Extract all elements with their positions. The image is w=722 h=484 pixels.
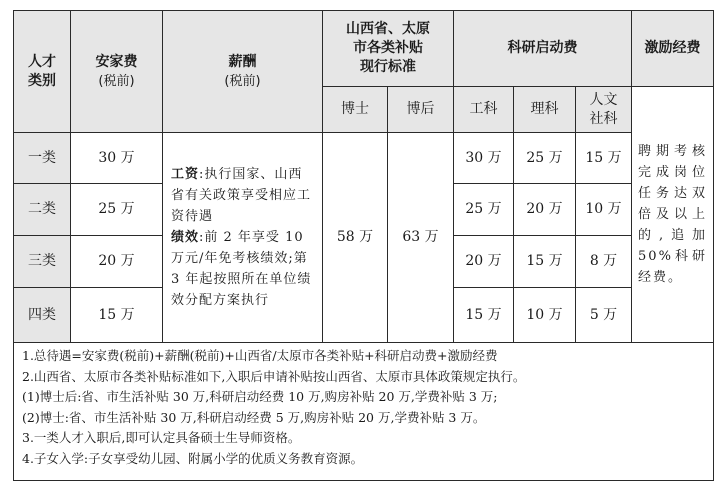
row-category: 三类 bbox=[14, 236, 71, 288]
header-subsidy: 山西省、太原 市各类补贴 现行标准 bbox=[323, 11, 454, 87]
header-sci: 理科 bbox=[514, 87, 576, 133]
incentive-text: 聘期考核完成岗位任务达双倍及以上的,追加50%科研经费。 bbox=[632, 87, 714, 343]
row-settle: 15 万 bbox=[71, 288, 163, 343]
row-sci: 25 万 bbox=[514, 133, 576, 184]
row-category: 二类 bbox=[14, 184, 71, 236]
row-eng: 20 万 bbox=[454, 236, 514, 288]
row-eng: 15 万 bbox=[454, 288, 514, 343]
header-salary: 薪酬 (税前) bbox=[163, 11, 323, 133]
perf-text: :前 2 年享受 10 万元/年免考核绩效;第 3 年起按照所在单位绩效分配方案执行 bbox=[171, 230, 312, 308]
header-research: 科研启动费 bbox=[454, 11, 632, 87]
row-sci: 10 万 bbox=[514, 288, 576, 343]
row-eng: 25 万 bbox=[454, 184, 514, 236]
talent-benefits-table bbox=[13, 10, 714, 481]
note-item: 2.山西省、太原市各类补贴标准如下,入职后申请补贴按山西省、太原市具体政策规定执行。 bbox=[22, 368, 526, 384]
row-sci: 20 万 bbox=[514, 184, 576, 236]
perf-label: 绩效 bbox=[171, 230, 200, 245]
header-phd: 博士 bbox=[323, 87, 388, 133]
note-item: (1)博士后:省、市生活补贴 30 万,科研启动经费 10 万,购房补贴 20 万,学费补贴 3 万; bbox=[22, 389, 498, 404]
row-category: 四类 bbox=[14, 288, 71, 343]
row-hum: 15 万 bbox=[576, 133, 632, 184]
wage-label: 工资 bbox=[171, 167, 200, 182]
note-item: 3.一类人才入职后,即可认定具备硕士生导师资格。 bbox=[22, 430, 301, 445]
row-sci: 15 万 bbox=[514, 236, 576, 288]
subsidy-postdoc: 63 万 bbox=[388, 133, 454, 343]
row-settle: 30 万 bbox=[71, 133, 163, 184]
note-item: (2)博士:省、市生活补贴 30 万,科研启动经费 5 万,购房补贴 20 万,学费补贴 3 万。 bbox=[22, 409, 486, 425]
row-hum: 10 万 bbox=[576, 184, 632, 236]
header-eng: 工科 bbox=[454, 87, 514, 133]
header-incentive: 激励经费 bbox=[632, 11, 714, 87]
notes-section bbox=[14, 343, 714, 481]
row-settle: 25 万 bbox=[71, 184, 163, 236]
note-item: 4.子女入学:子女享受幼儿园、附属小学的优质义务教育资源。 bbox=[22, 450, 364, 466]
salary-description bbox=[163, 133, 323, 343]
row-eng: 30 万 bbox=[454, 133, 514, 184]
row-hum: 5 万 bbox=[576, 288, 632, 343]
note-item: 1.总待遇=安家费(税前)+薪酬(税前)+山西省/太原市各类补贴+科研启动费+激励经费 bbox=[22, 348, 498, 363]
header-postdoc: 博后 bbox=[388, 87, 454, 133]
row-hum: 8 万 bbox=[576, 236, 632, 288]
row-settle: 20 万 bbox=[71, 236, 163, 288]
header-settle: 安家费 (税前) bbox=[71, 11, 163, 133]
row-category: 一类 bbox=[14, 133, 71, 184]
subsidy-phd: 58 万 bbox=[323, 133, 388, 343]
header-hum: 人文 社科 bbox=[576, 87, 632, 133]
header-category: 人才 类别 bbox=[14, 11, 71, 133]
wage-text: :执行国家、山西省有关政策享受相应工资待遇 bbox=[171, 167, 312, 224]
